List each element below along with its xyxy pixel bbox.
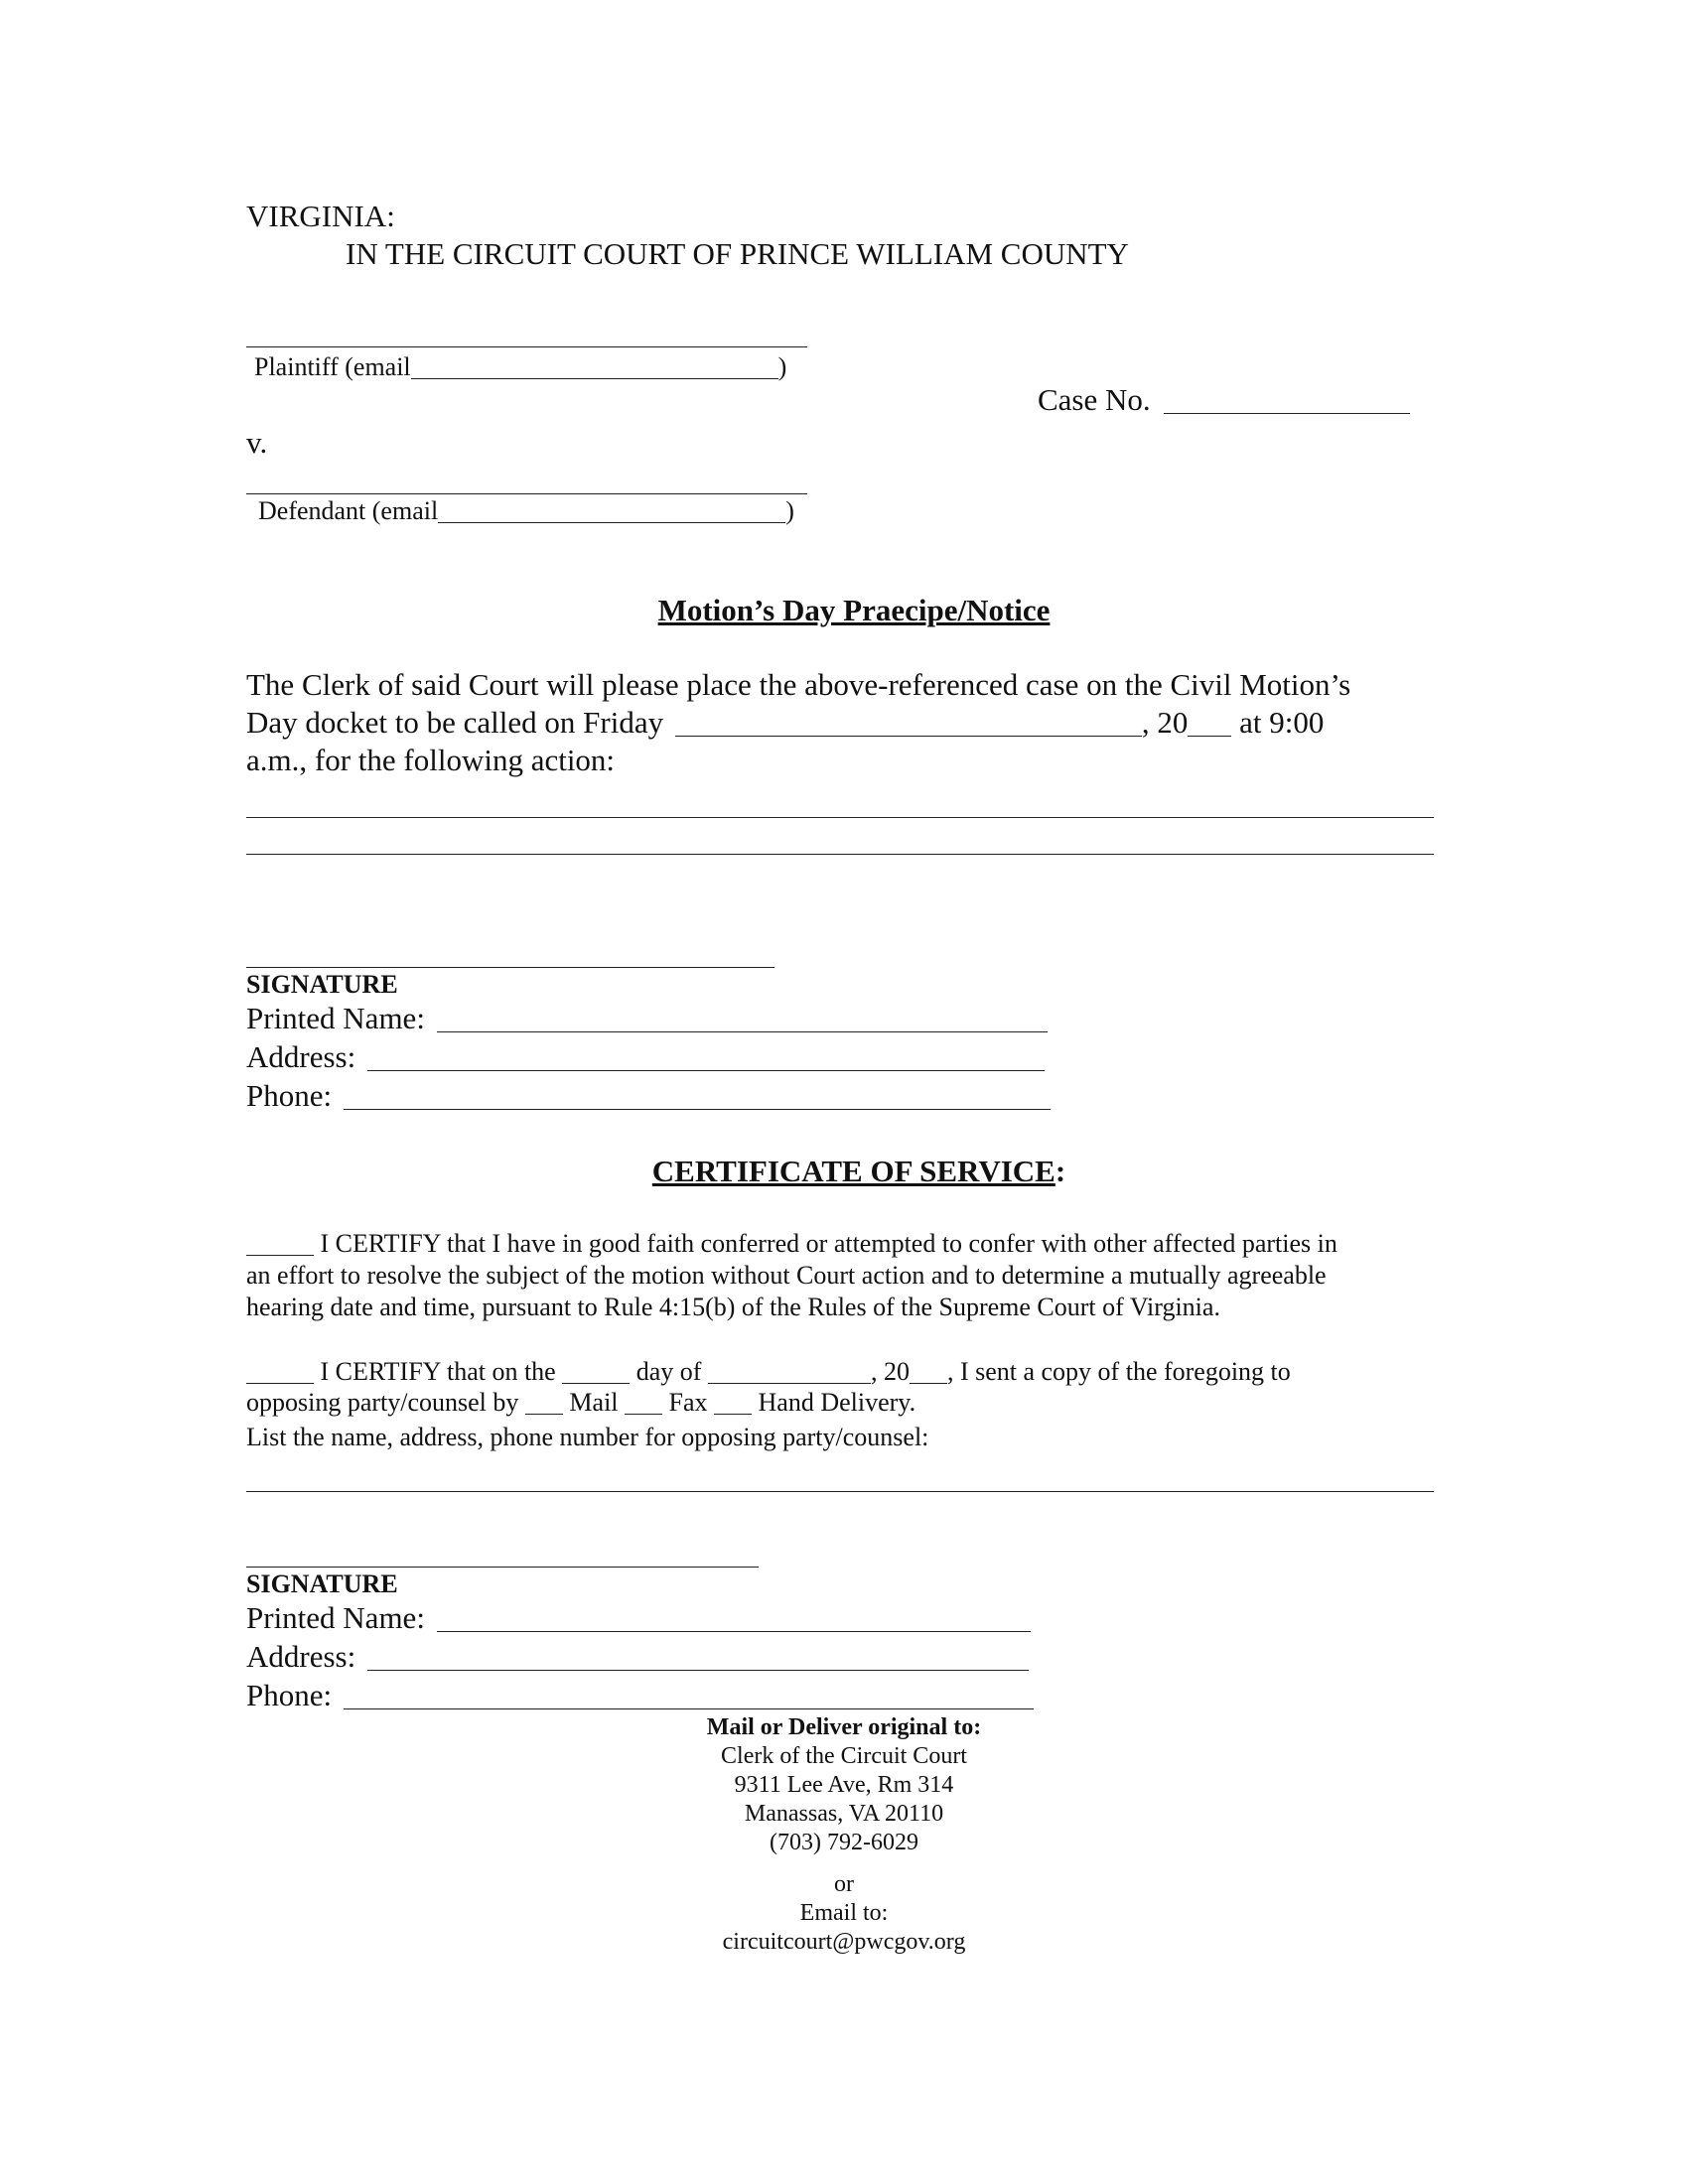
plaintiff-label: Plaintiff (email [254, 352, 411, 381]
plaintiff-email-field[interactable] [411, 353, 778, 379]
mail-to-block [645, 1713, 1043, 1957]
court-email[interactable]: circuitcourt@pwcgov.org [722, 1929, 966, 1955]
defendant-email-row [258, 496, 794, 526]
hand-delivery-checkbox-field[interactable] [714, 1389, 752, 1415]
plaintiff-name-line[interactable] [246, 346, 807, 347]
cert2-line-2 [246, 1388, 915, 1418]
signature-line-2[interactable] [246, 1567, 759, 1568]
action-line-1[interactable] [246, 817, 1434, 818]
notice-day-label: Day docket to be called on Friday [246, 705, 664, 740]
notice-year-prefix: , 20 [1141, 705, 1189, 740]
cert2-text-c: , 20 [870, 1357, 910, 1386]
defendant-paren: ) [785, 496, 794, 525]
address-row-1 [246, 1039, 1045, 1075]
cert2-year-field[interactable] [910, 1358, 947, 1384]
cert2-month-field[interactable] [708, 1358, 871, 1384]
mail-checkbox-field[interactable] [525, 1389, 563, 1415]
cert1-line-1 [246, 1229, 1337, 1259]
signature-label-2: SIGNATURE [246, 1570, 398, 1598]
cert2-by-label: opposing party/counsel by [246, 1388, 519, 1417]
cert2-line-1 [246, 1357, 1291, 1387]
mail-option: Mail [569, 1388, 619, 1417]
plaintiff-paren: ) [777, 352, 787, 381]
printed-name-row-1 [246, 1001, 1048, 1036]
cert1-line-3: hearing date and time, pursuant to Rule 4:15(b) of the Rules of the Supreme Court of Virginia. [246, 1293, 1220, 1321]
printed-name-label-2: Printed Name: [246, 1600, 425, 1635]
address-field-1[interactable] [367, 1041, 1045, 1071]
certificate-title-colon: : [1055, 1154, 1066, 1188]
fax-checkbox-field[interactable] [625, 1389, 662, 1415]
certificate-title-text: CERTIFICATE OF SERVICE [651, 1154, 1055, 1188]
phone-label-2: Phone: [246, 1678, 333, 1712]
defendant-label: Defendant (email [258, 496, 439, 525]
email-to-label: Email to: [799, 1900, 889, 1926]
notice-line-3: a.m., for the following action: [246, 743, 616, 777]
address-row-2 [246, 1639, 1029, 1675]
printed-name-label-1: Printed Name: [246, 1001, 425, 1035]
year-field[interactable] [1188, 707, 1231, 737]
cert1-initial-field[interactable] [246, 1230, 314, 1256]
hand-delivery-option: Hand Delivery. [758, 1388, 916, 1417]
address-field-2[interactable] [367, 1641, 1029, 1671]
printed-name-field-1[interactable] [437, 1003, 1048, 1032]
address-label-2: Address: [246, 1639, 356, 1674]
phone-row-2 [246, 1678, 1034, 1713]
case-no-row [1038, 382, 1410, 418]
phone-row-1 [246, 1078, 1051, 1114]
cert1-text-1: I CERTIFY that I have in good faith conferred or attempted to confer with other affected parties in [320, 1229, 1337, 1258]
phone-field-2[interactable] [344, 1680, 1034, 1709]
phone-field-1[interactable] [344, 1080, 1051, 1110]
opposing-party-label: List the name, address, phone number for opposing party/counsel: [246, 1423, 929, 1451]
friday-date-field[interactable] [675, 707, 1142, 737]
printed-name-row-2 [246, 1600, 1031, 1636]
defendant-email-field[interactable] [438, 497, 785, 523]
cert2-text-a: I CERTIFY that on the [320, 1357, 556, 1386]
mail-to-line-4: (703) 792-6029 [770, 1830, 918, 1855]
signature-label-1: SIGNATURE [246, 970, 398, 999]
opposing-party-line[interactable] [246, 1491, 1434, 1492]
fax-option: Fax [668, 1388, 708, 1417]
printed-name-field-2[interactable] [437, 1602, 1031, 1632]
action-line-2[interactable] [246, 854, 1434, 855]
plaintiff-email-row [254, 352, 786, 382]
mail-to-line-1: Clerk of the Circuit Court [721, 1743, 967, 1769]
form-title: Motion’s Day Praecipe/Notice [657, 593, 1051, 627]
case-no-label: Case No. [1038, 382, 1151, 417]
case-no-field[interactable] [1164, 384, 1410, 414]
state-heading: VIRGINIA: [246, 199, 395, 233]
phone-label-1: Phone: [246, 1078, 333, 1113]
mail-to-heading: Mail or Deliver original to: [706, 1714, 982, 1740]
court-heading: IN THE CIRCUIT COURT OF PRINCE WILLIAM COUNTY [346, 236, 1129, 271]
cert2-initial-field[interactable] [246, 1358, 314, 1384]
notice-line-2 [246, 705, 1324, 741]
versus: v. [246, 425, 268, 460]
address-label-1: Address: [246, 1039, 356, 1074]
cert1-line-2: an effort to resolve the subject of the motion without Court action and to determine a mutually agreeable [246, 1261, 1327, 1290]
certificate-title [0, 1154, 1688, 1189]
notice-time: at 9:00 [1239, 705, 1325, 740]
mail-to-line-3: Manassas, VA 20110 [744, 1801, 944, 1827]
signature-line-1[interactable] [246, 967, 774, 968]
defendant-name-line[interactable] [246, 493, 807, 494]
cert2-text-b: day of [635, 1357, 702, 1386]
notice-line-1: The Clerk of said Court will please place the above-referenced case on the Civil Motion’s [246, 667, 1351, 702]
cert2-day-field[interactable] [562, 1358, 630, 1384]
cert2-text-d: , I sent a copy of the foregoing to [946, 1357, 1291, 1386]
mail-to-line-2: 9311 Lee Ave, Rm 314 [734, 1772, 954, 1798]
mail-to-or: or [834, 1871, 854, 1897]
